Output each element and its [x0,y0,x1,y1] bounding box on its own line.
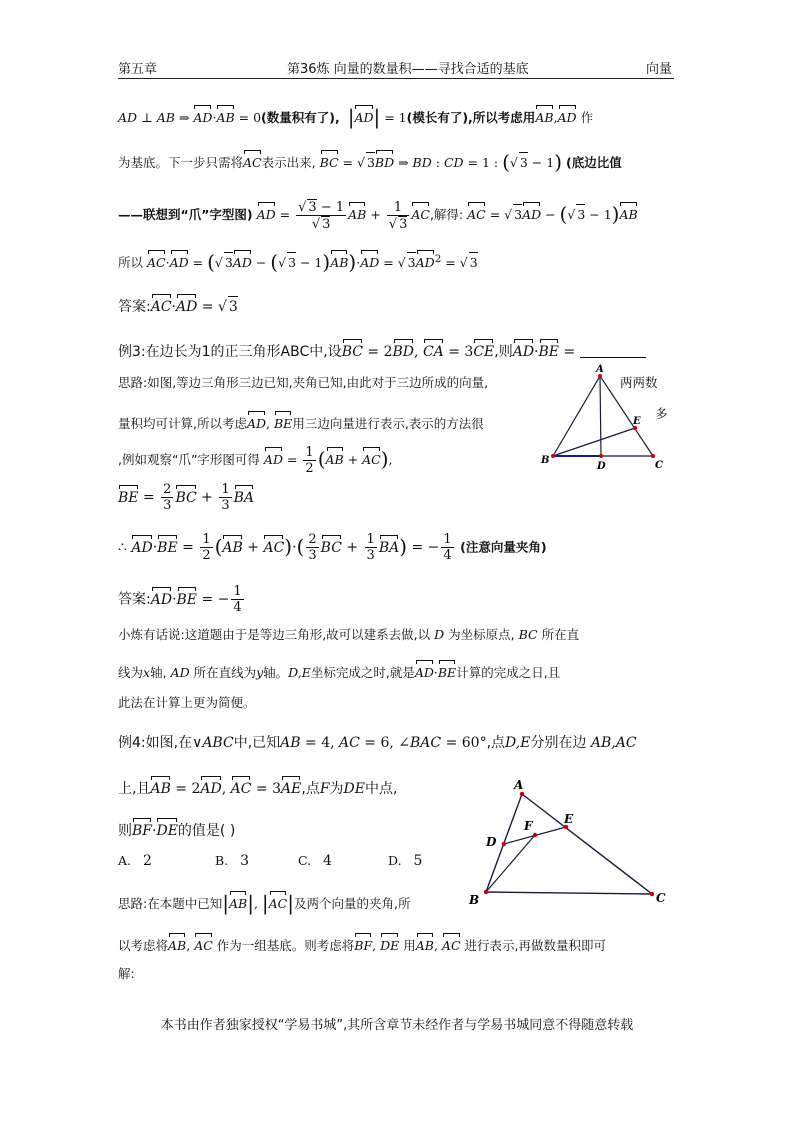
ex4-idea-line-3: 解: [118,966,135,981]
side-ac [600,376,653,456]
option-d[interactable]: D. 5 [388,853,423,869]
chapter-label: 第五章 [118,62,158,77]
answer-blank[interactable] [580,357,646,358]
label-d: D [597,461,606,472]
equilateral-triangle-figure [535,362,675,474]
label-c: C [655,460,663,471]
label-c: C [656,891,666,905]
label-e: E [633,416,641,427]
solution-line-3: ——联想到“爪”字型图) AD = $\frac{√ 3 - 1}{√ 3}$ AB + $\frac{1}{√ 3}$ AC,解得: AC = √ 3AD − (√ 3 − 1)AB [118,199,638,232]
solution-line-2: 为基底。下一步只需将AC表示出来, BC = √ 3BD ⇒ BD : CD = 1 : (√ 3 − 1) (底边比值 [118,150,622,174]
label-d: D [486,835,497,849]
ex4-idea-line-1: 思路:在本题中已知|AB|, |AC|及两个向量的夹角,所 [118,891,411,915]
point-c [651,454,655,458]
point-d [502,842,506,846]
label-a: A [514,778,524,792]
option-c[interactable]: C. 4 [298,853,332,869]
ex3-product: ∴ AD·BE = $\frac{1}{2}$ (AB + AC)·( $\frac{2}{3}$ BC + $\frac{1}{3}$ BA) = − $\frac{1}{4}$ (注意向量夹角) [118,532,547,563]
ex4-idea-line-2: 以考虑将AB, AC 作为一组基底。则考虑将BF, DE 用AB, AC 进行表示,再做数量积即可 [118,932,606,956]
side-ac [522,794,652,894]
side-ab [553,376,600,456]
point-f [533,833,537,837]
point-b [551,454,555,458]
label-e: E [564,812,574,826]
option-a[interactable]: A. 2 [118,853,152,869]
copyright-notice: 本书由作者独家授权“学易书城”,其所含章节未经作者与学易书城同意不得随意转载 [160,1018,634,1033]
remark-line-1: 小炼有话说:这道题由于是等边三角形,故可以建系去做,以 D 为坐标原点, BC 所在直 [118,627,580,642]
point-b [484,890,488,894]
example-4-question-line-1: 例4:如图,在∨ABC中,已知AB = 4, AC = 6, ∠BAC = 60°,点D,E分别在边 AB,AC [118,735,637,751]
ex3-idea-line-2: 量积均可计算,所以考虑AD, BE用三边向量进行表示,表示的方法很 [118,410,484,434]
side-bc [486,892,652,894]
label-b: B [541,455,550,466]
answer-1: 答案:AC·AD = √ 3 [118,293,238,317]
segment-be [553,428,635,456]
label-f: F [524,819,533,833]
example-3-question: 例3:在边长为1的正三角形ABC中,设BC = 2BD, CA = 3CE,则AD·BE = [118,338,646,362]
point-c [650,892,654,896]
ex3-idea-line-1: 思路:如图,等边三角形三边已知,夹角已知,由此对于三边所成的向量, [118,375,489,390]
remark-line-3: 此法在计算上更为简便。 [118,695,256,710]
answer-3: 答案:AD·BE = − $\frac{1}{4}$ [118,584,242,615]
example-4-question-line-2: 上,且AB = 2AD, AC = 3AE,点F为DE中点, [118,775,397,799]
header-rule [118,78,674,79]
topic-label: 向量 [646,62,673,77]
lesson-title: 第36炼 向量的数量积——寻找合适的基底 [287,62,529,77]
point-a [520,792,524,796]
segment-ad [600,376,601,456]
example-4-question-line-3: 则BF·DE的值是( ) [118,817,235,841]
ex3-be-expression: BE = $\frac{2}{3}$ BC + $\frac{1}{3}$ BA [118,482,255,513]
ex3-idea-line-3: ,例如观察“爪”字形图可得 AD = $\frac{1}{2}$ (AB + AC), [118,445,393,476]
ex3-idea-line-1b: 两两数 [620,375,658,390]
label-b: B [469,893,480,907]
remark-line-2: 线为x轴, AD 所在直线为y轴。D,E坐标完成之时,就是AD·BE计算的完成之日,且 [118,659,560,683]
label-a: A [596,364,604,375]
point-d [599,454,603,458]
solution-line-4: 所以 AC·AD = (√ 3AD − (√ 3 − 1)AB)·AD = √ $3AD^2$ = √ 3 [118,250,478,275]
option-b[interactable]: B. 3 [215,853,250,869]
ex3-idea-line-1c: 多 [655,406,668,421]
triangle-abc-figure [462,772,682,912]
solution-line-1: AD ⊥ AB ⇒ AD·AB = 0(数量积有了), |AD| = 1(模长有了),所以考虑用AB,AD 作 [118,105,594,129]
